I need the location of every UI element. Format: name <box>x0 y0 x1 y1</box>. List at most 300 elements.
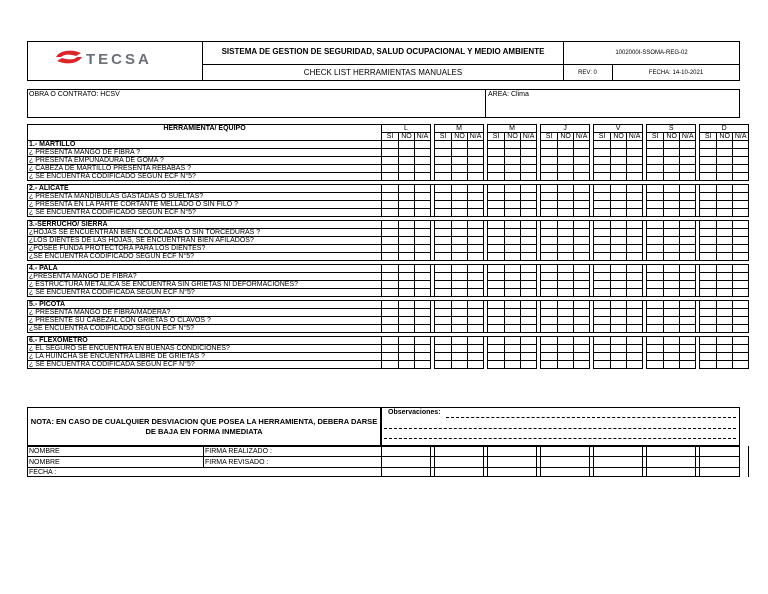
check-cell[interactable] <box>415 165 431 173</box>
check-cell[interactable] <box>611 229 627 237</box>
check-cell[interactable] <box>415 361 431 369</box>
check-cell[interactable] <box>558 221 574 229</box>
check-cell[interactable] <box>717 301 733 309</box>
check-cell[interactable] <box>611 193 627 201</box>
check-cell[interactable] <box>452 201 468 209</box>
check-cell[interactable] <box>700 209 717 217</box>
check-cell[interactable] <box>647 221 664 229</box>
check-cell[interactable] <box>611 301 627 309</box>
check-cell[interactable] <box>435 201 452 209</box>
check-cell[interactable] <box>733 345 749 353</box>
check-cell[interactable] <box>558 345 574 353</box>
check-cell[interactable] <box>452 165 468 173</box>
check-cell[interactable] <box>382 325 399 333</box>
check-cell[interactable] <box>574 289 590 297</box>
check-cell[interactable] <box>435 317 452 325</box>
check-cell[interactable] <box>435 237 452 245</box>
check-cell[interactable] <box>468 289 484 297</box>
check-cell[interactable] <box>680 317 696 325</box>
check-cell[interactable] <box>382 253 399 261</box>
check-cell[interactable] <box>664 157 680 165</box>
check-cell[interactable] <box>435 229 452 237</box>
check-cell[interactable] <box>680 209 696 217</box>
check-cell[interactable] <box>505 353 521 361</box>
check-cell[interactable] <box>558 361 574 369</box>
check-cell[interactable] <box>594 173 611 181</box>
check-cell[interactable] <box>521 337 537 345</box>
check-cell[interactable] <box>435 289 452 297</box>
check-cell[interactable] <box>611 149 627 157</box>
check-cell[interactable] <box>488 317 505 325</box>
check-cell[interactable] <box>382 165 399 173</box>
check-cell[interactable] <box>594 237 611 245</box>
check-cell[interactable] <box>415 253 431 261</box>
check-cell[interactable] <box>415 337 431 345</box>
check-cell[interactable] <box>664 221 680 229</box>
check-cell[interactable] <box>468 361 484 369</box>
check-cell[interactable] <box>521 353 537 361</box>
check-cell[interactable] <box>627 317 643 325</box>
check-cell[interactable] <box>521 173 537 181</box>
check-cell[interactable] <box>468 193 484 201</box>
check-cell[interactable] <box>541 173 558 181</box>
check-cell[interactable] <box>717 309 733 317</box>
check-cell[interactable] <box>611 185 627 193</box>
check-cell[interactable] <box>627 237 643 245</box>
check-cell[interactable] <box>611 165 627 173</box>
check-cell[interactable] <box>700 301 717 309</box>
check-cell[interactable] <box>399 281 415 289</box>
check-cell[interactable] <box>521 221 537 229</box>
check-cell[interactable] <box>611 253 627 261</box>
check-cell[interactable] <box>717 237 733 245</box>
check-cell[interactable] <box>435 157 452 165</box>
check-cell[interactable] <box>468 141 484 149</box>
check-cell[interactable] <box>574 141 590 149</box>
check-cell[interactable] <box>541 185 558 193</box>
check-cell[interactable] <box>680 185 696 193</box>
check-cell[interactable] <box>700 221 717 229</box>
check-cell[interactable] <box>468 185 484 193</box>
check-cell[interactable] <box>574 157 590 165</box>
check-cell[interactable] <box>717 229 733 237</box>
check-cell[interactable] <box>415 185 431 193</box>
check-cell[interactable] <box>717 361 733 369</box>
check-cell[interactable] <box>399 337 415 345</box>
check-cell[interactable] <box>468 201 484 209</box>
check-cell[interactable] <box>700 337 717 345</box>
check-cell[interactable] <box>521 165 537 173</box>
check-cell[interactable] <box>541 229 558 237</box>
check-cell[interactable] <box>468 253 484 261</box>
check-cell[interactable] <box>488 141 505 149</box>
check-cell[interactable] <box>488 173 505 181</box>
check-cell[interactable] <box>611 309 627 317</box>
check-cell[interactable] <box>468 317 484 325</box>
check-cell[interactable] <box>521 317 537 325</box>
check-cell[interactable] <box>627 209 643 217</box>
check-cell[interactable] <box>399 237 415 245</box>
check-cell[interactable] <box>488 201 505 209</box>
check-cell[interactable] <box>733 289 749 297</box>
check-cell[interactable] <box>594 165 611 173</box>
check-cell[interactable] <box>680 301 696 309</box>
check-cell[interactable] <box>627 337 643 345</box>
check-cell[interactable] <box>574 273 590 281</box>
check-cell[interactable] <box>574 337 590 345</box>
check-cell[interactable] <box>435 353 452 361</box>
check-cell[interactable] <box>664 245 680 253</box>
check-cell[interactable] <box>627 141 643 149</box>
check-cell[interactable] <box>435 185 452 193</box>
check-cell[interactable] <box>680 337 696 345</box>
check-cell[interactable] <box>647 201 664 209</box>
check-cell[interactable] <box>452 237 468 245</box>
check-cell[interactable] <box>415 209 431 217</box>
check-cell[interactable] <box>680 281 696 289</box>
check-cell[interactable] <box>594 337 611 345</box>
check-cell[interactable] <box>382 141 399 149</box>
check-cell[interactable] <box>647 361 664 369</box>
check-cell[interactable] <box>452 209 468 217</box>
check-cell[interactable] <box>541 201 558 209</box>
check-cell[interactable] <box>415 245 431 253</box>
check-cell[interactable] <box>415 301 431 309</box>
check-cell[interactable] <box>594 149 611 157</box>
check-cell[interactable] <box>733 253 749 261</box>
check-cell[interactable] <box>594 345 611 353</box>
check-cell[interactable] <box>399 353 415 361</box>
check-cell[interactable] <box>664 273 680 281</box>
check-cell[interactable] <box>399 149 415 157</box>
check-cell[interactable] <box>558 317 574 325</box>
check-cell[interactable] <box>415 345 431 353</box>
check-cell[interactable] <box>558 149 574 157</box>
check-cell[interactable] <box>717 289 733 297</box>
check-cell[interactable] <box>382 193 399 201</box>
check-cell[interactable] <box>452 229 468 237</box>
check-cell[interactable] <box>680 173 696 181</box>
check-cell[interactable] <box>647 245 664 253</box>
check-cell[interactable] <box>399 345 415 353</box>
check-cell[interactable] <box>399 301 415 309</box>
check-cell[interactable] <box>627 221 643 229</box>
check-cell[interactable] <box>717 173 733 181</box>
check-cell[interactable] <box>415 309 431 317</box>
check-cell[interactable] <box>541 325 558 333</box>
check-cell[interactable] <box>680 309 696 317</box>
check-cell[interactable] <box>541 301 558 309</box>
check-cell[interactable] <box>627 201 643 209</box>
check-cell[interactable] <box>717 337 733 345</box>
check-cell[interactable] <box>382 281 399 289</box>
check-cell[interactable] <box>435 209 452 217</box>
check-cell[interactable] <box>574 361 590 369</box>
check-cell[interactable] <box>505 185 521 193</box>
check-cell[interactable] <box>541 193 558 201</box>
check-cell[interactable] <box>505 309 521 317</box>
check-cell[interactable] <box>558 325 574 333</box>
check-cell[interactable] <box>468 237 484 245</box>
check-cell[interactable] <box>452 157 468 165</box>
check-cell[interactable] <box>541 253 558 261</box>
check-cell[interactable] <box>574 253 590 261</box>
check-cell[interactable] <box>647 301 664 309</box>
check-cell[interactable] <box>505 337 521 345</box>
check-cell[interactable] <box>541 265 558 273</box>
check-cell[interactable] <box>505 173 521 181</box>
check-cell[interactable] <box>452 149 468 157</box>
check-cell[interactable] <box>452 193 468 201</box>
check-cell[interactable] <box>611 353 627 361</box>
check-cell[interactable] <box>700 237 717 245</box>
check-cell[interactable] <box>505 209 521 217</box>
check-cell[interactable] <box>399 361 415 369</box>
check-cell[interactable] <box>627 325 643 333</box>
check-cell[interactable] <box>611 337 627 345</box>
check-cell[interactable] <box>505 317 521 325</box>
check-cell[interactable] <box>733 353 749 361</box>
check-cell[interactable] <box>733 281 749 289</box>
check-cell[interactable] <box>594 289 611 297</box>
check-cell[interactable] <box>664 353 680 361</box>
check-cell[interactable] <box>594 301 611 309</box>
check-cell[interactable] <box>627 157 643 165</box>
check-cell[interactable] <box>505 301 521 309</box>
check-cell[interactable] <box>733 309 749 317</box>
check-cell[interactable] <box>664 281 680 289</box>
check-cell[interactable] <box>399 289 415 297</box>
check-cell[interactable] <box>627 273 643 281</box>
check-cell[interactable] <box>505 229 521 237</box>
check-cell[interactable] <box>664 265 680 273</box>
check-cell[interactable] <box>399 265 415 273</box>
check-cell[interactable] <box>452 281 468 289</box>
check-cell[interactable] <box>452 317 468 325</box>
check-cell[interactable] <box>611 141 627 149</box>
check-cell[interactable] <box>700 353 717 361</box>
check-cell[interactable] <box>435 301 452 309</box>
check-cell[interactable] <box>488 265 505 273</box>
check-cell[interactable] <box>733 301 749 309</box>
check-cell[interactable] <box>435 193 452 201</box>
check-cell[interactable] <box>680 265 696 273</box>
check-cell[interactable] <box>647 253 664 261</box>
check-cell[interactable] <box>468 337 484 345</box>
check-cell[interactable] <box>382 209 399 217</box>
check-cell[interactable] <box>541 209 558 217</box>
check-cell[interactable] <box>664 237 680 245</box>
check-cell[interactable] <box>399 253 415 261</box>
check-cell[interactable] <box>541 237 558 245</box>
check-cell[interactable] <box>521 309 537 317</box>
check-cell[interactable] <box>488 165 505 173</box>
check-cell[interactable] <box>647 185 664 193</box>
check-cell[interactable] <box>399 157 415 165</box>
check-cell[interactable] <box>680 289 696 297</box>
check-cell[interactable] <box>558 141 574 149</box>
check-cell[interactable] <box>505 253 521 261</box>
check-cell[interactable] <box>717 345 733 353</box>
check-cell[interactable] <box>611 237 627 245</box>
check-cell[interactable] <box>435 165 452 173</box>
check-cell[interactable] <box>382 221 399 229</box>
check-cell[interactable] <box>680 165 696 173</box>
check-cell[interactable] <box>382 361 399 369</box>
check-cell[interactable] <box>733 325 749 333</box>
check-cell[interactable] <box>558 337 574 345</box>
check-cell[interactable] <box>541 165 558 173</box>
check-cell[interactable] <box>627 245 643 253</box>
check-cell[interactable] <box>468 265 484 273</box>
check-cell[interactable] <box>399 229 415 237</box>
check-cell[interactable] <box>468 157 484 165</box>
check-cell[interactable] <box>541 345 558 353</box>
check-cell[interactable] <box>594 353 611 361</box>
check-cell[interactable] <box>627 301 643 309</box>
check-cell[interactable] <box>717 281 733 289</box>
check-cell[interactable] <box>594 265 611 273</box>
check-cell[interactable] <box>505 201 521 209</box>
check-cell[interactable] <box>521 301 537 309</box>
check-cell[interactable] <box>733 317 749 325</box>
check-cell[interactable] <box>505 245 521 253</box>
check-cell[interactable] <box>505 265 521 273</box>
check-cell[interactable] <box>664 201 680 209</box>
check-cell[interactable] <box>435 253 452 261</box>
check-cell[interactable] <box>647 157 664 165</box>
check-cell[interactable] <box>415 157 431 165</box>
check-cell[interactable] <box>468 149 484 157</box>
check-cell[interactable] <box>558 201 574 209</box>
check-cell[interactable] <box>452 273 468 281</box>
check-cell[interactable] <box>627 281 643 289</box>
check-cell[interactable] <box>558 353 574 361</box>
check-cell[interactable] <box>647 193 664 201</box>
check-cell[interactable] <box>574 281 590 289</box>
check-cell[interactable] <box>733 273 749 281</box>
check-cell[interactable] <box>468 165 484 173</box>
check-cell[interactable] <box>680 361 696 369</box>
check-cell[interactable] <box>700 289 717 297</box>
check-cell[interactable] <box>488 229 505 237</box>
check-cell[interactable] <box>382 265 399 273</box>
check-cell[interactable] <box>488 149 505 157</box>
check-cell[interactable] <box>415 325 431 333</box>
check-cell[interactable] <box>647 309 664 317</box>
check-cell[interactable] <box>541 157 558 165</box>
check-cell[interactable] <box>399 141 415 149</box>
check-cell[interactable] <box>452 265 468 273</box>
check-cell[interactable] <box>647 337 664 345</box>
check-cell[interactable] <box>733 185 749 193</box>
check-cell[interactable] <box>594 201 611 209</box>
check-cell[interactable] <box>680 245 696 253</box>
check-cell[interactable] <box>664 141 680 149</box>
check-cell[interactable] <box>452 253 468 261</box>
check-cell[interactable] <box>521 237 537 245</box>
check-cell[interactable] <box>521 185 537 193</box>
check-cell[interactable] <box>594 185 611 193</box>
check-cell[interactable] <box>647 325 664 333</box>
check-cell[interactable] <box>733 209 749 217</box>
check-cell[interactable] <box>664 361 680 369</box>
check-cell[interactable] <box>382 309 399 317</box>
check-cell[interactable] <box>399 273 415 281</box>
check-cell[interactable] <box>505 325 521 333</box>
check-cell[interactable] <box>468 345 484 353</box>
check-cell[interactable] <box>574 165 590 173</box>
check-cell[interactable] <box>680 237 696 245</box>
check-cell[interactable] <box>382 345 399 353</box>
check-cell[interactable] <box>558 289 574 297</box>
check-cell[interactable] <box>399 325 415 333</box>
check-cell[interactable] <box>558 209 574 217</box>
check-cell[interactable] <box>627 173 643 181</box>
check-cell[interactable] <box>382 337 399 345</box>
check-cell[interactable] <box>594 361 611 369</box>
check-cell[interactable] <box>505 345 521 353</box>
check-cell[interactable] <box>733 157 749 165</box>
check-cell[interactable] <box>611 325 627 333</box>
check-cell[interactable] <box>647 265 664 273</box>
check-cell[interactable] <box>574 353 590 361</box>
check-cell[interactable] <box>488 361 505 369</box>
check-cell[interactable] <box>664 317 680 325</box>
check-cell[interactable] <box>717 149 733 157</box>
check-cell[interactable] <box>452 185 468 193</box>
check-cell[interactable] <box>435 281 452 289</box>
check-cell[interactable] <box>382 273 399 281</box>
check-cell[interactable] <box>521 141 537 149</box>
check-cell[interactable] <box>468 229 484 237</box>
check-cell[interactable] <box>452 309 468 317</box>
check-cell[interactable] <box>594 253 611 261</box>
check-cell[interactable] <box>574 149 590 157</box>
check-cell[interactable] <box>733 201 749 209</box>
check-cell[interactable] <box>594 325 611 333</box>
check-cell[interactable] <box>574 185 590 193</box>
check-cell[interactable] <box>627 149 643 157</box>
check-cell[interactable] <box>382 245 399 253</box>
check-cell[interactable] <box>647 209 664 217</box>
check-cell[interactable] <box>664 165 680 173</box>
check-cell[interactable] <box>700 201 717 209</box>
check-cell[interactable] <box>574 229 590 237</box>
check-cell[interactable] <box>435 221 452 229</box>
check-cell[interactable] <box>647 165 664 173</box>
check-cell[interactable] <box>680 149 696 157</box>
check-cell[interactable] <box>488 221 505 229</box>
check-cell[interactable] <box>558 193 574 201</box>
check-cell[interactable] <box>435 245 452 253</box>
check-cell[interactable] <box>541 245 558 253</box>
check-cell[interactable] <box>468 325 484 333</box>
check-cell[interactable] <box>611 221 627 229</box>
check-cell[interactable] <box>521 201 537 209</box>
check-cell[interactable] <box>468 353 484 361</box>
check-cell[interactable] <box>415 149 431 157</box>
check-cell[interactable] <box>700 345 717 353</box>
check-cell[interactable] <box>488 281 505 289</box>
check-cell[interactable] <box>558 157 574 165</box>
check-cell[interactable] <box>488 337 505 345</box>
check-cell[interactable] <box>717 141 733 149</box>
check-cell[interactable] <box>521 345 537 353</box>
check-cell[interactable] <box>382 353 399 361</box>
check-cell[interactable] <box>558 237 574 245</box>
check-cell[interactable] <box>700 229 717 237</box>
